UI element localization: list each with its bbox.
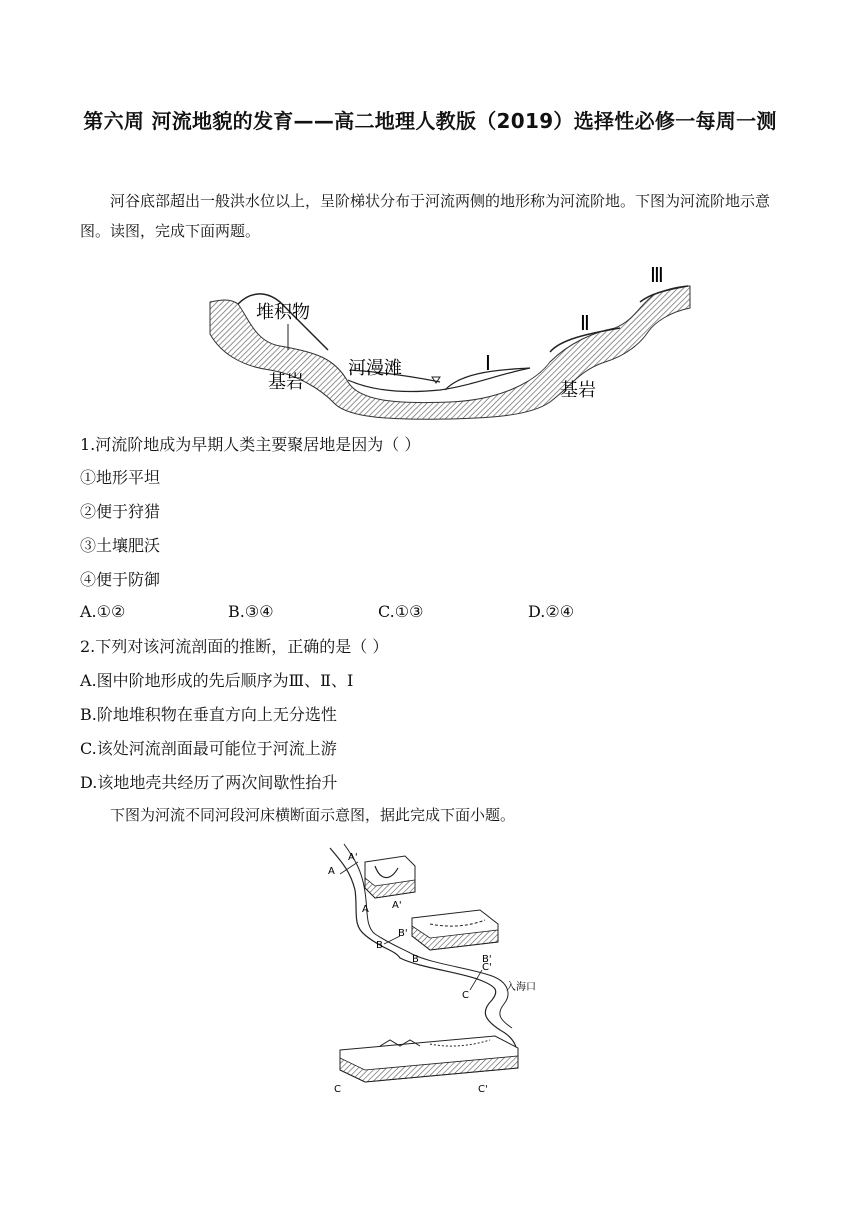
label-c-left: C (462, 990, 469, 1001)
question-2-stem: 2.下列对该河流剖面的推断，正确的是（ ） (80, 637, 389, 656)
label-terrace-3: Ⅲ (650, 263, 664, 287)
river-cross-section-figure (320, 840, 536, 1100)
label-c-block: C (334, 1084, 341, 1095)
intro2-paragraph: 下图为河流不同河段河床横断面示意图，据此完成下面小题。 (110, 806, 516, 824)
label-bedrock-right: 基岩 (560, 380, 596, 401)
q2-option-b[interactable]: B.阶地堆积物在垂直方向上无分选性 (80, 705, 337, 724)
label-terrace-1: Ⅰ (485, 351, 491, 375)
q1-option-d[interactable]: D.②④ (528, 602, 575, 621)
label-floodplain: 河漫滩 (348, 358, 402, 379)
block-a (365, 856, 415, 898)
q1-option-c[interactable]: C.①③ (378, 602, 424, 621)
label-b-left: B (376, 940, 383, 951)
label-river-mouth: 入海口 (506, 982, 536, 993)
block-b (412, 910, 498, 950)
page-title: 第六周 河流地貌的发育——高二地理人教版（2019）选择性必修一每周一测 (83, 109, 777, 133)
label-c-prime-block: C' (478, 1084, 488, 1095)
q2-option-c[interactable]: C.该处河流剖面最可能位于河流上游 (80, 739, 337, 758)
label-terrace-2: Ⅱ (580, 311, 590, 335)
q2-option-d[interactable]: D.该地地壳共经历了两次间歇性抬升 (80, 773, 338, 792)
intro-paragraph: 河谷底部超出一般洪水位以上，呈阶梯状分布于河流两侧的地形称为河流阶地。下图为河流阶地示意图。读图，完成下面两题。 (80, 192, 771, 240)
label-c-prime-top: C' (482, 962, 492, 973)
q1-item-4: ④便于防御 (80, 570, 161, 589)
q1-item-2: ②便于狩猎 (80, 502, 161, 521)
label-a-prime-top: A' (348, 852, 358, 863)
label-a-prime-block: A' (392, 900, 402, 911)
q1-item-3: ③土壤肥沃 (80, 536, 161, 555)
q1-option-a[interactable]: A.①② (80, 602, 126, 621)
label-a-left: A (328, 866, 335, 877)
question-1-stem: 1.河流阶地成为早期人类主要聚居地是因为（ ） (80, 435, 421, 454)
block-c (340, 1036, 518, 1082)
label-deposit: 堆积物 (256, 302, 310, 323)
q1-option-b[interactable]: B.③④ (228, 602, 274, 621)
label-bedrock-left: 基岩 (268, 372, 304, 393)
label-a-block: A (362, 904, 369, 915)
label-b-prime-block: B' (482, 954, 492, 965)
label-b-prime-top: B' (398, 928, 408, 939)
river-terrace-figure (200, 262, 700, 420)
q1-item-1: ①地形平坦 (80, 468, 161, 487)
label-b-block: B (412, 954, 419, 965)
q2-option-a[interactable]: A.图中阶地形成的先后顺序为Ⅲ、Ⅱ、Ⅰ (80, 671, 354, 690)
